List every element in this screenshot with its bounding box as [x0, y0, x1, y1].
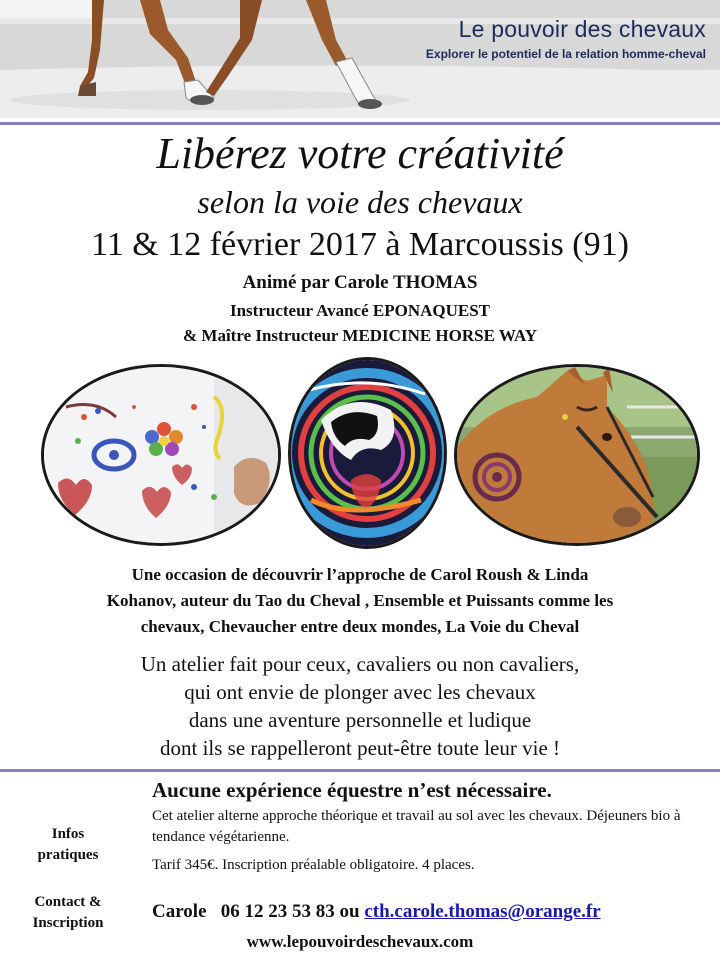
contact-name: Carole	[152, 901, 207, 922]
contact-inscription-label: Contact & Inscription	[32, 894, 104, 931]
no-experience-notice: Aucune expérience équestre n’est nécessaire.	[152, 778, 552, 802]
event-dates-location: 11 & 12 février 2017 à Marcoussis (91)	[91, 226, 629, 263]
website-link[interactable]: www.lepouvoirdeschevaux.com	[246, 932, 474, 951]
event-headline: Libérez votre créativité	[156, 129, 564, 178]
tarif-info: Tarif 345€. Inscription préalable obligatoire. 4 places.	[152, 857, 475, 873]
atelier-line-3: dans une aventure personnelle et ludique	[188, 708, 532, 732]
event-subheadline: selon la voie des chevaux	[197, 184, 523, 220]
atelier-line-4: dont ils se rappelleront peut-être toute leur vie !	[159, 736, 561, 760]
occasion-line-1: Une occasion de découvrir l’approche de Carol Roush & Linda	[131, 565, 589, 584]
infos-pratiques-label: Infos pratiques	[37, 826, 99, 863]
workshop-details: Cet atelier alterne approche théorique et travail au sol avec les chevaux. Déjeuners bio à tendance végétarienne.	[152, 808, 681, 845]
host-credential-1: Instructeur Avancé EPONAQUEST	[229, 301, 491, 320]
header-banner	[0, 0, 720, 118]
horse-portrait-oval-image	[454, 364, 700, 546]
event-host: Animé par Carole THOMAS	[242, 272, 478, 293]
contact-line	[152, 901, 601, 923]
painting-oval-image	[41, 364, 281, 546]
contact-phone[interactable]: 06 12 23 53 83	[220, 901, 335, 922]
brand-subtitle: Explorer le potentiel de la relation homme-cheval	[425, 47, 706, 61]
occasion-line-2: Kohanov, auteur du Tao du Cheval , Ensemble et Puissants comme les	[106, 591, 614, 610]
horse-mandala-oval-image	[288, 357, 447, 549]
middle-divider	[0, 769, 720, 772]
atelier-line-2: qui ont envie de plonger avec les chevaux	[184, 680, 536, 704]
contact-email-link[interactable]: cth.carole.thomas@orange.fr	[364, 901, 601, 922]
brand-title: Le pouvoir des chevaux	[458, 16, 706, 42]
atelier-line-1: Un atelier fait pour ceux, cavaliers ou non cavaliers,	[140, 652, 580, 676]
top-divider	[0, 122, 720, 125]
host-credential-2: & Maître Instructeur MEDICINE HORSE WAY	[182, 326, 538, 345]
occasion-line-3: chevaux, Chevaucher entre deux mondes, La Voie du Cheval	[140, 617, 580, 636]
contact-connector: ou	[339, 901, 360, 922]
